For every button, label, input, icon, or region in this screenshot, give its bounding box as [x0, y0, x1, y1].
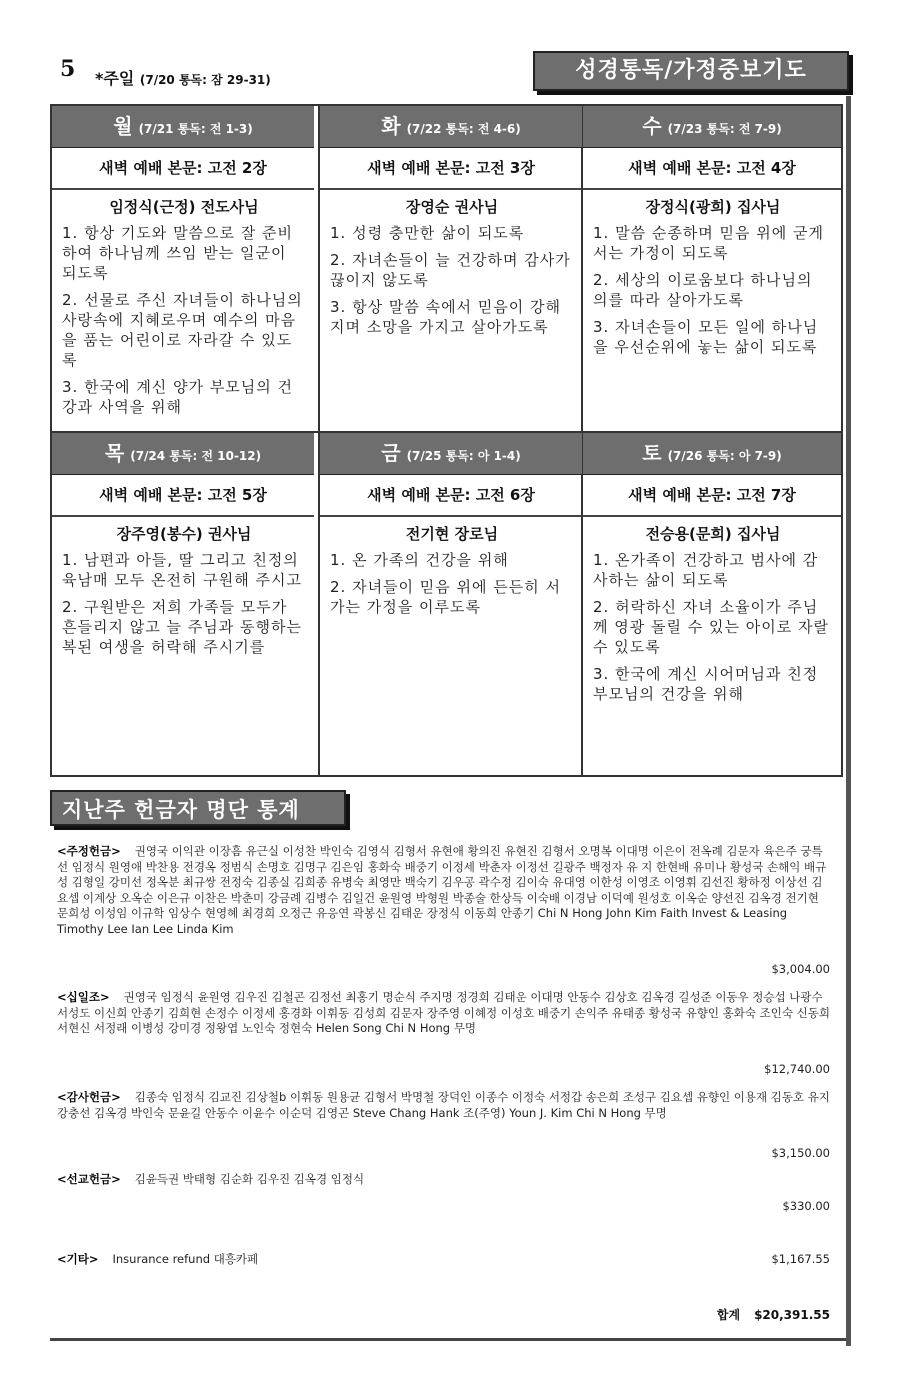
prayer-item: 2. 자녀들이 믿음 위에 든든히 서가는 가정을 이루도록: [330, 578, 562, 616]
day-name: 수: [642, 114, 662, 138]
offering-category: <기타>: [57, 1252, 99, 1266]
prayer-leader: 임정식(근정) 전도사님: [109, 198, 259, 216]
prayer-body: [52, 190, 314, 417]
prayer-body: [583, 190, 841, 357]
day-cell-fri: [320, 433, 582, 624]
offering-names: 김윤득권 박태형 김순화 김우진 김옥경 임정식: [134, 1172, 365, 1186]
day-header: [52, 433, 314, 475]
day-cell-wed: [583, 106, 841, 364]
day-header: [320, 106, 582, 148]
prayer-item: 1. 온가족이 건강하고 범사에 감사하는 삶이 되도록: [593, 551, 819, 589]
offering-names: 권영국 이익관 이장흠 유근실 이성찬 박인숙 김영식 김형서 유현애 황의진 유현진 김형서 오명복 이대명 이은이 전옥례 김문자 육은주 궁특선 임정식 원영애 박찬용 전경옥 정범식 손명호 김명구 김은임 홍화숙 배중기 이정세 박춘자 이정선 길광주 백정자 유 지 한현배 유미나 황성국 손해익 배규성 김형일 강미선 정옥분 최규쌍 전정숙 김종실 김희종 유병숙 최영만 백숙기 김우공 곽수정 김이숙 유대영 이한성 이영조 이영휘 김선진 황하정 이상선 김요셉 이계상 오옥순 이은규 이찬은 박춘미 강금례 김병수 김일건 윤원영 박형원 박종술 한상득 이숙배 이경남 이덕예 원성호 이옥순 양선진 김옥경 전기현 문희성 이성임 이규학 임상수 현영혜 최경희 오정근 유응연 곽봉신 김태운 장정식 이동희 안종기 Chi N Hong John Kim Faith Invest & Leasing Timothy Lee Ian Lee Linda Kim: [57, 844, 827, 936]
prayer-item: 1. 말씀 순종하며 믿음 위에 굳게 서는 가정이 되도록: [593, 224, 825, 262]
prayer-body: [583, 517, 841, 704]
day-name: 금: [381, 441, 401, 465]
offering-amount: $1,167.55: [771, 1252, 830, 1266]
sermon-text: 새벽 예배 본문: 고전 3장: [320, 148, 582, 190]
day-cell-thu: [52, 433, 314, 664]
prayer-leader: 장영순 권사님: [405, 198, 499, 216]
day-reading: (7/25 통독: 아 1-4): [406, 449, 521, 463]
offering-names: 김종숙 임정식 김교진 김상철b 이휘동 원용균 김형서 박명철 장덕인 이종수 이정숙 서정갑 송은희 조성구 김요셉 유향인 이용재 김동호 유지 강충선 김옥경 박인숙 문윤길 안동수 이윤수 이순덕 김영곤 Steve Chang Hank 조(주영) Youn J. Kim Chi N Hong 무명: [57, 1090, 830, 1120]
day-header: [583, 433, 841, 475]
bottom-rule: [50, 1338, 846, 1341]
sermon-text: 새벽 예배 본문: 고전 7장: [583, 475, 841, 517]
day-cell-mon: [52, 106, 314, 424]
offering-category: <선교헌금>: [57, 1172, 121, 1186]
sunday-label: *주일: [95, 69, 135, 88]
offering-names: Insurance refund 대흥카페: [112, 1252, 259, 1266]
sermon-text: 새벽 예배 본문: 고전 2장: [52, 148, 314, 190]
total-amount: $20,391.55: [754, 1308, 830, 1322]
prayer-item: 3. 한국에 계신 양가 부모님의 건강과 사역을 위해: [62, 378, 294, 416]
sermon-text: 새벽 예배 본문: 고전 5장: [52, 475, 314, 517]
offering-category: <주정헌금>: [57, 844, 121, 858]
sunday-reading: [95, 66, 271, 89]
total-label: 합계: [716, 1308, 741, 1322]
prayer-body: [52, 517, 314, 657]
day-reading: (7/26 통독: 아 7-9): [667, 449, 782, 463]
offering-thanks: [57, 1090, 832, 1121]
day-cell-sat: [583, 433, 841, 711]
day-name: 목: [104, 441, 125, 465]
prayer-item: 3. 항상 말씀 속에서 믿음이 강해지며 소망을 가지고 살아가도록: [330, 298, 562, 336]
prayer-item: 1. 성령 충만한 삶이 되도록: [330, 224, 525, 242]
prayer-leader: 전승용(문희) 집사님: [645, 525, 781, 543]
offering-category: <감사헌금>: [57, 1090, 121, 1104]
day-cell-tue: [320, 106, 582, 344]
prayer-item: 2. 자녀손들이 늘 건강하며 감사가 끊이지 않도록: [330, 251, 571, 289]
sermon-text: 새벽 예배 본문: 고전 4장: [583, 148, 841, 190]
prayer-grid: [50, 104, 843, 777]
day-reading: (7/24 통독: 전 10-12): [130, 449, 262, 463]
prayer-item: 1. 남편과 아들, 딸 그리고 친정의 육남매 모두 온전히 구원해 주시고: [62, 551, 302, 589]
prayer-item: 2. 허락하신 자녀 소율이가 주님께 영광 돌릴 수 있는 아이로 자랄 수 있도록: [593, 598, 829, 656]
offering-names: 권영국 임정식 윤원영 김우진 김철곤 김정선 최홍기 명순식 주지명 정경희 김태운 이대명 안동수 김상호 김옥경 길성준 이동우 정승섭 나광수 서성도 이신희 안종기 김희현 손정수 이정세 홍경화 이휘동 김성희 김문자 장주영 이혜정 이성호 배중기 손익주 유태종 황성국 유향인 홍화숙 조인숙 신동희 서현신 서정래 이병성 강미경 정왕엽 노인숙 정현숙 Helen Song Chi N Hong 무명: [57, 990, 830, 1035]
day-reading: (7/23 통독: 전 7-9): [667, 122, 782, 136]
day-reading: (7/21 통독: 전 1-3): [138, 122, 253, 136]
day-header: [320, 433, 582, 475]
page-edge-shade: [846, 96, 851, 1346]
offering-amount: $330.00: [782, 1199, 830, 1213]
offering-amount: $3,150.00: [771, 1146, 830, 1160]
sermon-text: 새벽 예배 본문: 고전 6장: [320, 475, 582, 517]
day-header: [52, 106, 314, 148]
offering-mission: [57, 1172, 832, 1188]
prayer-item: 3. 한국에 계신 시어머님과 친정 부모님의 건강을 위해: [593, 665, 819, 703]
offering-amount: $3,004.00: [771, 962, 830, 976]
prayer-item: 2. 세상의 이로움보다 하나님의 의를 따라 살아가도록: [593, 271, 813, 309]
sunday-reading-text: (7/20 통독: 잠 29-31): [139, 73, 271, 87]
day-header: [583, 106, 841, 148]
prayer-item: 3. 자녀손들이 모든 일에 하나님을 우선순위에 놓는 삶이 되도록: [593, 318, 819, 356]
offering-amount: $12,740.00: [764, 1062, 830, 1076]
offering-tithe-general: [57, 844, 832, 937]
prayer-item: 1. 항상 기도와 말씀으로 잘 준비하여 하나님께 쓰임 받는 일군이 되도록: [62, 224, 294, 282]
offering-tithe: [57, 990, 832, 1037]
day-reading: (7/22 통독: 전 4-6): [406, 122, 521, 136]
offering-category: <십일조>: [57, 990, 110, 1004]
prayer-body: [320, 190, 582, 337]
day-name: 월: [113, 114, 133, 138]
prayer-item: 1. 온 가족의 건강을 위해: [330, 551, 509, 569]
offering-title: 지난주 헌금자 명단 통계: [50, 790, 346, 826]
prayer-item: 2. 구원받은 저희 가족들 모두가 흔들리지 않고 늘 주님과 동행하는 복된 여생을 허락해 주시기를: [62, 598, 302, 656]
prayer-item: 2. 선물로 주신 자녀들이 하나님의 사랑속에 지혜로우며 예수의 마음을 품는 어린이로 자라갈 수 있도록: [62, 291, 303, 369]
prayer-leader: 장정식(광희) 집사님: [645, 198, 781, 216]
prayer-leader: 전기현 장로님: [405, 525, 499, 543]
offering-total: [703, 1306, 830, 1323]
page-number: 5: [60, 56, 76, 82]
offering-other: [57, 1252, 657, 1268]
prayer-leader: 장주영(봉수) 권사님: [116, 525, 252, 543]
day-name: 토: [642, 441, 662, 465]
day-name: 화: [381, 114, 401, 138]
prayer-body: [320, 517, 582, 617]
section-title: 성경통독/가정중보기도: [533, 51, 849, 91]
